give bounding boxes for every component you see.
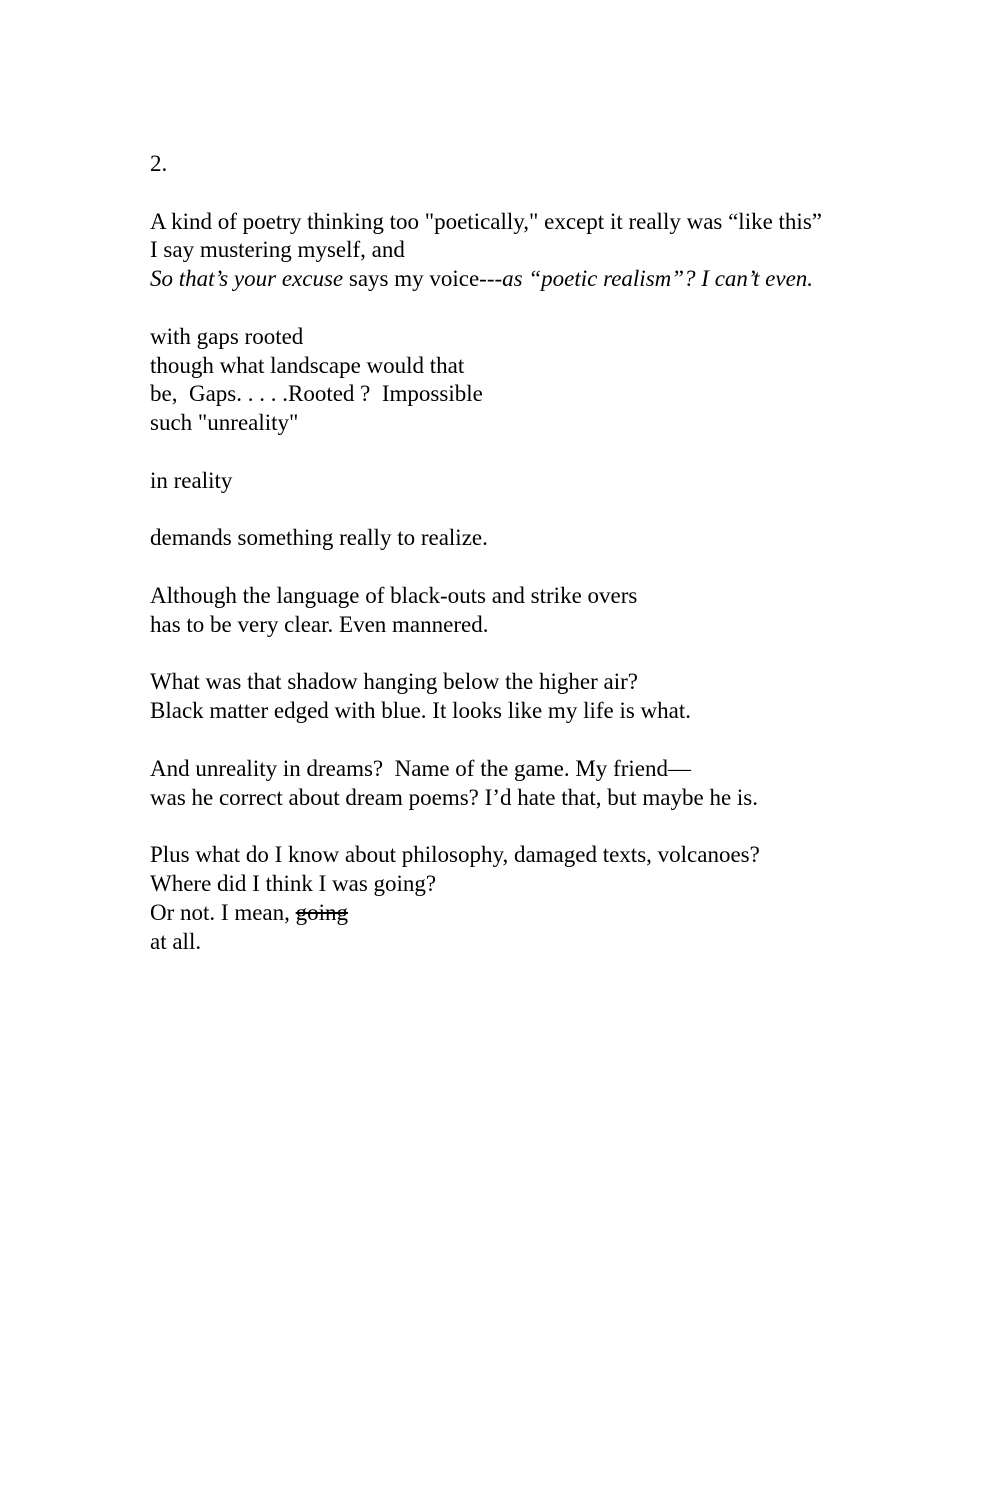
stanza-8-line-3 (150, 899, 950, 928)
stanza-8-line-1: Plus what do I know about philosophy, damaged texts, volcanoes? (150, 842, 760, 868)
stanza-8 (150, 841, 950, 956)
stanza-gap (150, 812, 950, 841)
stanza-6-line-1: What was that shadow hanging below the higher air? (150, 669, 638, 695)
stanza-gap (150, 553, 950, 582)
section-number: 2. (150, 151, 168, 176)
stanza-3 (150, 467, 950, 496)
stanza-7-line-1: And unreality in dreams? Name of the game. My friend— (150, 755, 691, 781)
stanza-8-line-2: Where did I think I was going? (150, 870, 437, 896)
italic-realism-phrase: as “poetic realism”? I can’t even. (502, 266, 814, 292)
stanza-gap (150, 640, 950, 669)
stanza-2-line-2: though what landscape would that (150, 352, 465, 378)
stanza-1-line-1: A kind of poetry thinking too "poetically," except it really was “like this” (150, 208, 822, 234)
stanza-5-line-1: Although the language of black-outs and strike overs (150, 582, 638, 608)
stanza-4-line-1: demands something really to realize. (150, 525, 488, 551)
stanza-5 (150, 582, 950, 640)
stanza-gap (150, 294, 950, 323)
stanza-6 (150, 668, 950, 726)
stanza-2 (150, 323, 950, 438)
stanza-7 (150, 755, 950, 813)
stanza-gap (150, 496, 950, 525)
plain-i-mean-phrase: Or not. I mean, (150, 899, 296, 925)
stanza-gap (150, 438, 950, 467)
stanza-5-line-2: has to be very clear. Even mannered. (150, 611, 489, 637)
stanza-gap (150, 726, 950, 755)
stanza-2-line-4: such "unreality" (150, 410, 299, 436)
stanza-1-line-3 (150, 265, 950, 294)
poem-page (150, 150, 950, 956)
stanza-2-line-3: be, Gaps. . . . .Rooted ? Impossible (150, 381, 483, 407)
stanza-3-line-1: in reality (150, 467, 233, 493)
stanza-gap (150, 179, 950, 208)
stanza-1 (150, 208, 950, 294)
stanza-6-line-2: Black matter edged with blue. It looks like my life is what. (150, 698, 692, 724)
stanza-4 (150, 524, 950, 553)
struck-through-word: going (295, 899, 349, 925)
italic-excuse-phrase: So that’s your excuse (150, 266, 344, 292)
stanza-8-line-4: at all. (150, 928, 202, 954)
stanza-1-line-2: I say mustering myself, and (150, 237, 405, 263)
stanza-2-line-1: with gaps rooted (150, 323, 304, 349)
stanza-7-line-2: was he correct about dream poems? I’d hate that, but maybe he is. (150, 784, 758, 810)
plain-voice-phrase: says my voice--- (343, 266, 503, 292)
